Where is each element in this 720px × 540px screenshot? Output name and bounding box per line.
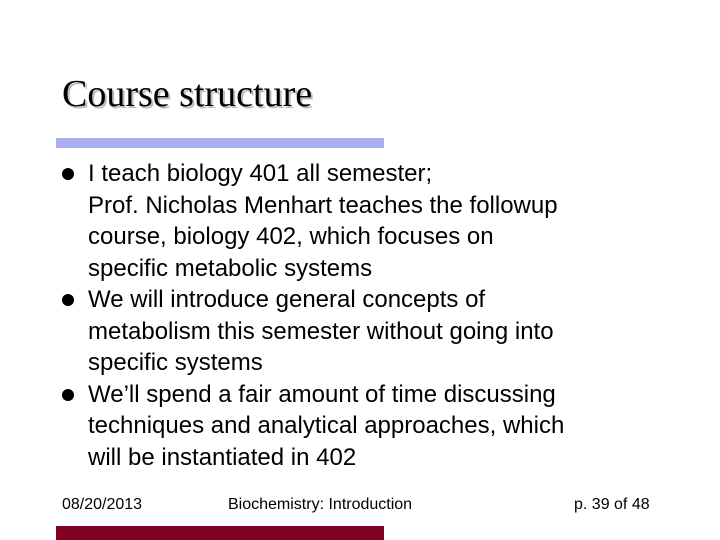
title-underline-bar xyxy=(56,138,384,148)
bullet-line: We’ll spend a fair amount of time discussing xyxy=(88,380,556,408)
bullet-line: will be instantiated in 402 xyxy=(88,443,357,471)
bottom-accent-bar xyxy=(56,526,384,540)
bullet-list xyxy=(62,158,682,473)
bullet-line: course, biology 402, which focuses on xyxy=(88,223,494,250)
bullet-dot-icon xyxy=(62,168,74,180)
bullet-item xyxy=(62,379,682,474)
bullet-line: I teach biology 401 all semester; xyxy=(88,160,433,187)
bullet-line: Prof. Nicholas Menhart teaches the followup xyxy=(88,191,558,219)
footer-course-title: Biochemistry: Introduction xyxy=(228,496,413,513)
bullet-item xyxy=(62,284,682,379)
footer-date: 08/20/2013 xyxy=(62,496,143,513)
bullet-line: specific systems xyxy=(88,349,263,376)
bullet-dot-icon xyxy=(62,389,74,401)
bullet-line: We will introduce general concepts of xyxy=(88,286,486,313)
bullet-line: specific metabolic systems xyxy=(88,254,373,282)
bullet-dot-icon xyxy=(62,294,74,306)
bullet-line: metabolism this semester without going into xyxy=(88,317,554,345)
footer-page-number: p. 39 of 48 xyxy=(574,496,650,513)
bullet-item xyxy=(62,158,682,284)
bullet-line: techniques and analytical approaches, which xyxy=(88,412,565,439)
slide-title: Course structure xyxy=(62,73,313,115)
